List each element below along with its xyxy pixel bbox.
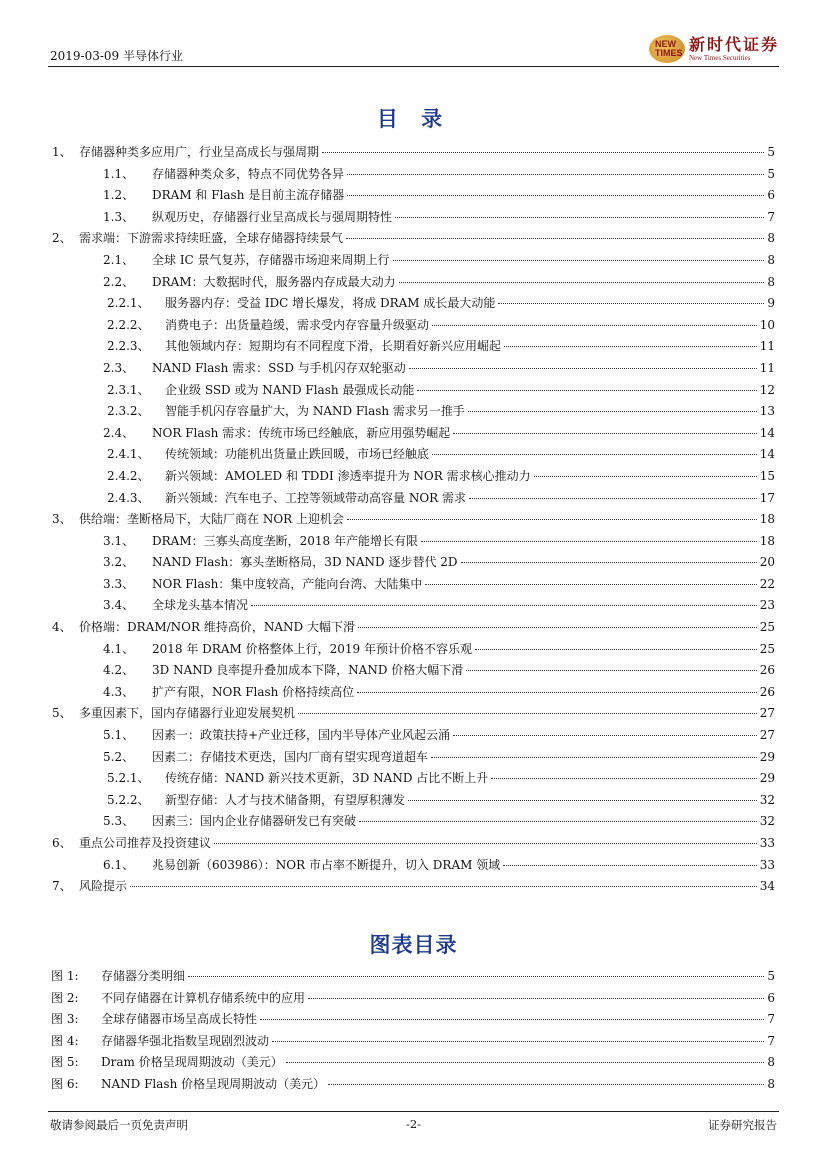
entry-number: 2.4.3、 bbox=[107, 490, 150, 505]
entry-page: 20 bbox=[759, 555, 775, 570]
figure-list bbox=[48, 967, 775, 1096]
entry-number: 4.2、 bbox=[103, 663, 135, 678]
entry-page: 12 bbox=[759, 382, 775, 397]
entry-number: 图 4: bbox=[51, 1033, 79, 1048]
entry-number: 5、 bbox=[52, 706, 72, 721]
entry-number: 3.1、 bbox=[103, 533, 135, 548]
figure-entry[interactable] bbox=[48, 1032, 775, 1054]
entry-page: 18 bbox=[759, 533, 775, 548]
toc-entry[interactable] bbox=[48, 812, 775, 834]
entry-number: 5.2.2、 bbox=[107, 792, 150, 807]
entry-page: 9 bbox=[767, 296, 775, 311]
entry-title: NAND Flash：寡头垄断格局，3D NAND 逐步替代 2D bbox=[152, 555, 458, 570]
entry-title: 需求端：下游需求持续旺盛，全球存储器持续景气 bbox=[79, 231, 344, 246]
entry-page: 17 bbox=[759, 490, 775, 505]
toc-entry[interactable] bbox=[48, 143, 775, 165]
toc-entry[interactable] bbox=[48, 661, 775, 683]
toc-entry[interactable] bbox=[48, 445, 775, 467]
entry-page: 27 bbox=[759, 706, 775, 721]
dot-leader bbox=[466, 670, 756, 671]
entry-title: 全球 IC 景气复苏，存储器市场迎来周期上行 bbox=[152, 252, 390, 267]
toc-entry[interactable] bbox=[48, 294, 775, 316]
toc-entry[interactable] bbox=[48, 834, 775, 856]
entry-page: 8 bbox=[767, 274, 775, 289]
dot-leader bbox=[468, 411, 757, 412]
entry-page: 11 bbox=[759, 339, 775, 354]
toc-entry[interactable] bbox=[48, 251, 775, 273]
entry-page: 32 bbox=[759, 814, 775, 829]
entry-title: 新型存储：人才与技术储备期，有望厚积薄发 bbox=[165, 792, 406, 807]
entry-number: 2、 bbox=[52, 231, 72, 246]
entry-title: 兆易创新（603986）：NOR 市占率不断提升，切入 DRAM 领域 bbox=[152, 857, 501, 872]
entry-title: 存储器种类众多，特点不同优势各异 bbox=[152, 166, 345, 181]
entry-number: 1.3、 bbox=[103, 209, 135, 224]
dot-leader bbox=[358, 627, 757, 628]
dot-leader bbox=[395, 217, 764, 218]
entry-page: 32 bbox=[759, 792, 775, 807]
dot-leader bbox=[453, 735, 757, 736]
entry-page: 27 bbox=[759, 728, 775, 743]
dot-leader bbox=[347, 174, 764, 175]
entry-number: 2.4.1、 bbox=[107, 447, 150, 462]
entry-title: NOR Flash：集中度较高，产能向台湾、大陆集中 bbox=[152, 576, 423, 591]
dot-leader bbox=[417, 390, 756, 391]
dot-leader bbox=[461, 562, 757, 563]
entry-title: 新兴领域：AMOLED 和 TDDI 渗透率提升为 NOR 需求核心推动力 bbox=[165, 468, 531, 483]
dot-leader bbox=[359, 821, 757, 822]
figure-entry[interactable] bbox=[48, 1075, 775, 1097]
entry-title: DRAM：大数据时代，服务器内存成最大动力 bbox=[152, 274, 396, 289]
page-footer bbox=[48, 1111, 779, 1134]
entry-page: 14 bbox=[759, 447, 775, 462]
entry-title: 供给端：垄断格局下，大陆厂商在 NOR 上迎机会 bbox=[79, 512, 345, 527]
toc-title: 目 录 bbox=[376, 106, 451, 131]
entry-title: 存储器华强北指数呈现剧烈波动 bbox=[101, 1033, 270, 1048]
entry-number: 3.3、 bbox=[103, 576, 135, 591]
toc-entry[interactable] bbox=[48, 640, 775, 662]
entry-title: 纵观历史，存储器行业呈高成长与强周期特性 bbox=[152, 209, 393, 224]
toc-entry[interactable] bbox=[48, 877, 775, 899]
dot-leader bbox=[260, 1019, 764, 1020]
toc-entry[interactable] bbox=[48, 337, 775, 359]
entry-page: 26 bbox=[759, 684, 775, 699]
entry-page: 26 bbox=[759, 663, 775, 678]
entry-page: 15 bbox=[759, 468, 775, 483]
entry-title: 新兴领域：汽车电子、工控等领域带动高容量 NOR 需求 bbox=[165, 490, 467, 505]
dot-leader bbox=[432, 325, 757, 326]
entry-page: 13 bbox=[759, 404, 775, 419]
entry-title: 因素二：存储技术更迭，国内厂商有望实现弯道超车 bbox=[152, 749, 429, 764]
entry-number: 5.3、 bbox=[103, 814, 135, 829]
toc-entry[interactable] bbox=[48, 489, 775, 511]
entry-title: NAND Flash 价格呈现周期波动（美元） bbox=[101, 1076, 326, 1091]
entry-title: 扩产有限，NOR Flash 价格持续高位 bbox=[152, 684, 355, 699]
toc-entry[interactable] bbox=[48, 856, 775, 878]
entry-number: 2.2.2、 bbox=[107, 317, 150, 332]
entry-number: 1、 bbox=[52, 145, 72, 159]
entry-number: 2.2、 bbox=[103, 274, 135, 289]
entry-page: 22 bbox=[759, 576, 775, 591]
toc-entry[interactable] bbox=[48, 229, 775, 251]
entry-number: 3、 bbox=[52, 512, 72, 527]
dot-leader bbox=[130, 886, 757, 887]
entry-number: 1.2、 bbox=[103, 188, 135, 203]
toc-entry[interactable] bbox=[48, 510, 775, 532]
dot-leader bbox=[298, 713, 757, 714]
dot-leader bbox=[534, 476, 757, 477]
footer-disclaimer: 敬请参阅最后一页免责声明 bbox=[50, 1118, 188, 1132]
entry-page: 29 bbox=[759, 749, 775, 764]
entry-number: 图 2: bbox=[51, 990, 79, 1005]
toc-entry[interactable] bbox=[48, 208, 775, 230]
entry-number: 3.2、 bbox=[103, 555, 135, 570]
entry-number: 图 3: bbox=[51, 1012, 79, 1026]
entry-title: 存储器种类多应用广，行业呈高成长与强周期 bbox=[79, 145, 320, 159]
entry-title: 消费电子：出货量趋缓，需求受内存容量升级驱动 bbox=[165, 317, 430, 332]
entry-title: 2018 年 DRAM 价格整体上行，2019 年预计价格不容乐观 bbox=[152, 641, 472, 656]
dot-leader bbox=[453, 433, 757, 434]
entry-title: DRAM：三寡头高度垄断，2018 年产能增长有限 bbox=[152, 533, 418, 548]
entry-title: 因素一：政策扶持+产业迁移，国内半导体产业风起云涌 bbox=[152, 728, 451, 743]
logo-mark-text: NEW TIMES bbox=[654, 39, 683, 58]
toc-entry[interactable] bbox=[48, 316, 775, 338]
entry-number: 2.1、 bbox=[103, 252, 135, 267]
dot-leader bbox=[272, 1041, 764, 1042]
entry-number: 2.2.3、 bbox=[107, 339, 150, 354]
dot-leader bbox=[346, 238, 764, 239]
entry-page: 33 bbox=[759, 857, 775, 872]
entry-title: 服务器内存：受益 IDC 增长爆发，将成 DRAM 成长最大动能 bbox=[165, 296, 496, 311]
toc-entry[interactable] bbox=[48, 165, 775, 187]
entry-page: 34 bbox=[759, 879, 775, 894]
page-number: -2- bbox=[405, 1117, 422, 1131]
entry-title: 其他领域内存：短期均有不同程度下滑，长期看好新兴应用崛起 bbox=[165, 339, 502, 354]
toc-entry[interactable] bbox=[48, 532, 775, 554]
entry-page: 6 bbox=[767, 990, 775, 1005]
dot-leader bbox=[286, 1062, 765, 1063]
dot-leader bbox=[322, 152, 764, 153]
dot-leader bbox=[503, 865, 756, 866]
toc-entry[interactable] bbox=[48, 186, 775, 208]
entry-title: Dram 价格呈现周期波动（美元） bbox=[101, 1055, 283, 1069]
entry-number: 2.3.2、 bbox=[107, 404, 150, 419]
toc-entry[interactable] bbox=[48, 359, 775, 381]
entry-title: DRAM 和 Flash 是目前主流存储器 bbox=[152, 188, 345, 203]
dot-leader bbox=[504, 346, 757, 347]
entry-page: 5 bbox=[767, 145, 775, 159]
dot-leader bbox=[188, 976, 764, 977]
toc-entry[interactable] bbox=[48, 402, 775, 424]
entry-number: 4.1、 bbox=[103, 641, 135, 656]
entry-page: 8 bbox=[767, 1076, 775, 1091]
entry-page: 18 bbox=[759, 512, 775, 527]
toc-entry[interactable] bbox=[48, 467, 775, 489]
entry-number: 6.1、 bbox=[103, 857, 135, 872]
toc-entry[interactable] bbox=[48, 424, 775, 446]
entry-title: 价格端：DRAM/NOR 维持高价，NAND 大幅下滑 bbox=[79, 620, 355, 635]
toc-entry[interactable] bbox=[48, 769, 775, 791]
logo-name-en: New Times Securities bbox=[688, 54, 751, 62]
dot-leader bbox=[431, 757, 757, 758]
entry-title: 全球存储器市场呈高成长特性 bbox=[101, 1012, 258, 1026]
entry-page: 33 bbox=[759, 836, 775, 850]
header-date-sector: 2019-03-09 半导体行业 bbox=[50, 49, 184, 63]
toc-entry[interactable] bbox=[48, 726, 775, 748]
entry-page: 14 bbox=[759, 425, 775, 440]
entry-page: 5 bbox=[767, 969, 775, 983]
figure-entry[interactable] bbox=[48, 1010, 775, 1032]
entry-number: 图 1: bbox=[51, 969, 79, 983]
entry-number: 4.3、 bbox=[103, 684, 135, 699]
toc-entry[interactable] bbox=[48, 748, 775, 770]
logo-mark-icon bbox=[649, 35, 685, 63]
dot-leader bbox=[393, 260, 765, 261]
toc-entry[interactable] bbox=[48, 683, 775, 705]
dot-leader bbox=[347, 195, 764, 196]
entry-number: 图 5: bbox=[51, 1055, 79, 1069]
dot-leader bbox=[421, 541, 757, 542]
dot-leader bbox=[491, 778, 756, 779]
dot-leader bbox=[409, 368, 757, 369]
toc-entry[interactable] bbox=[48, 273, 775, 295]
entry-number: 7、 bbox=[52, 879, 72, 894]
entry-number: 2.4.2、 bbox=[107, 468, 150, 483]
entry-page: 8 bbox=[767, 1055, 775, 1069]
entry-title: NAND Flash 需求：SSD 与手机闪存双轮驱动 bbox=[152, 360, 406, 375]
entry-title: 不同存储器在计算机存储系统中的应用 bbox=[101, 990, 306, 1005]
entry-page: 11 bbox=[759, 360, 775, 375]
entry-number: 5.1、 bbox=[103, 728, 135, 743]
entry-number: 5.2、 bbox=[103, 749, 135, 764]
entry-title: 3D NAND 良率提升叠加成本下降，NAND 价格大幅下滑 bbox=[152, 663, 464, 678]
entry-page: 8 bbox=[767, 252, 775, 267]
entry-number: 2.4、 bbox=[103, 425, 135, 440]
figure-list-title: 图表目录 bbox=[369, 932, 458, 957]
entry-title: 企业级 SSD 或为 NAND Flash 最强成长动能 bbox=[165, 382, 415, 397]
dot-leader bbox=[425, 584, 756, 585]
toc-entry[interactable] bbox=[48, 575, 775, 597]
entry-title: 智能手机闪存容量扩大，为 NAND Flash 需求另一推手 bbox=[165, 404, 465, 419]
company-logo bbox=[649, 35, 779, 63]
entry-title: 因素三：国内企业存储器研发已有突破 bbox=[152, 814, 357, 829]
dot-leader bbox=[347, 519, 757, 520]
entry-title: 全球龙头基本情况 bbox=[152, 598, 249, 613]
entry-page: 8 bbox=[767, 231, 775, 246]
entry-number: 2.3.1、 bbox=[107, 382, 150, 397]
entry-title: 存储器分类明细 bbox=[101, 969, 186, 983]
entry-page: 6 bbox=[767, 188, 775, 203]
toc-list bbox=[48, 143, 775, 899]
entry-number: 2.3、 bbox=[103, 360, 135, 375]
entry-number: 3.4、 bbox=[103, 598, 135, 613]
dot-leader bbox=[357, 692, 757, 693]
entry-page: 7 bbox=[767, 209, 775, 224]
entry-number: 4、 bbox=[52, 620, 72, 635]
page-header bbox=[48, 30, 779, 67]
toc-entry[interactable] bbox=[48, 791, 775, 813]
dot-leader bbox=[408, 800, 757, 801]
entry-page: 25 bbox=[759, 641, 775, 656]
dot-leader bbox=[251, 605, 757, 606]
toc-entry[interactable] bbox=[48, 553, 775, 575]
toc-entry[interactable] bbox=[48, 704, 775, 726]
toc-entry[interactable] bbox=[48, 596, 775, 618]
entry-page: 5 bbox=[767, 166, 775, 181]
entry-page: 25 bbox=[759, 620, 775, 635]
dot-leader bbox=[432, 454, 757, 455]
entry-number: 5.2.1、 bbox=[107, 771, 150, 786]
entry-title: 传统领域：功能机出货量止跌回暖，市场已经触底 bbox=[165, 447, 430, 462]
entry-number: 2.2.1、 bbox=[107, 296, 150, 311]
footer-report-type: 证券研究报告 bbox=[708, 1118, 777, 1132]
entry-page: 29 bbox=[759, 771, 775, 786]
entry-page: 7 bbox=[767, 1033, 775, 1048]
dot-leader bbox=[308, 998, 764, 999]
entry-title: 重点公司推荐及投资建议 bbox=[79, 836, 212, 850]
entry-title: 传统存储：NAND 新兴技术更新，3D NAND 占比不断上升 bbox=[165, 771, 489, 786]
dot-leader bbox=[475, 649, 757, 650]
dot-leader bbox=[469, 498, 757, 499]
dot-leader bbox=[498, 303, 764, 304]
toc-entry[interactable] bbox=[48, 381, 775, 403]
entry-title: 多重因素下，国内存储器行业迎发展契机 bbox=[79, 706, 296, 721]
entry-page: 23 bbox=[759, 598, 775, 613]
dot-leader bbox=[214, 843, 757, 844]
entry-title: 风险提示 bbox=[79, 879, 128, 894]
logo-name-cn: 新时代证券 bbox=[688, 35, 779, 54]
figure-entry[interactable] bbox=[48, 1053, 775, 1075]
figure-entry[interactable] bbox=[48, 989, 775, 1011]
dot-leader bbox=[399, 282, 765, 283]
figure-entry[interactable] bbox=[48, 967, 775, 989]
entry-number: 6、 bbox=[52, 836, 72, 850]
entry-number: 1.1、 bbox=[103, 166, 135, 181]
entry-number: 图 6: bbox=[51, 1076, 79, 1091]
entry-title: NOR Flash 需求：传统市场已经触底，新应用强势崛起 bbox=[152, 425, 451, 440]
entry-page: 7 bbox=[767, 1012, 775, 1026]
entry-page: 10 bbox=[759, 317, 775, 332]
dot-leader bbox=[328, 1084, 764, 1085]
toc-entry[interactable] bbox=[48, 618, 775, 640]
